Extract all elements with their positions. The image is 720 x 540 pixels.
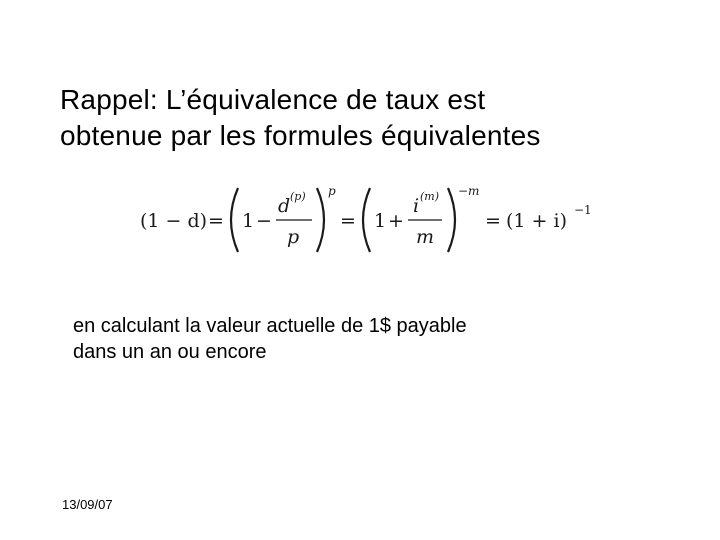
formula-svg <box>130 180 600 260</box>
formula-plus: + <box>388 210 404 232</box>
paren-open-1 <box>231 188 238 252</box>
frac2-denominator: m <box>416 226 435 248</box>
slide-body-line-1: en calculant la valeur actuelle de 1$ payable <box>73 315 467 337</box>
formula-equals-2: = <box>340 210 356 232</box>
frac1-numerator-sup: (p) <box>290 190 306 203</box>
formula-exp-3: −1 <box>574 203 592 217</box>
slide-title <box>60 82 680 154</box>
frac1-denominator: p <box>287 226 300 248</box>
paren-close-2 <box>448 188 455 252</box>
slide-date: 13/09/07 <box>62 497 113 512</box>
slide-title-line-2: obtenue par les formules équivalentes <box>60 120 541 151</box>
frac2-numerator: i <box>413 195 420 217</box>
formula-rhs: (1 + i) <box>506 210 567 232</box>
formula-one-b: 1 <box>374 210 387 232</box>
formula-one-a: 1 <box>242 210 255 232</box>
formula-equals-3: = <box>485 210 501 232</box>
slide-body-text <box>73 313 673 365</box>
frac2-numerator-sup: (m) <box>420 190 440 203</box>
frac1-numerator: d <box>278 195 291 217</box>
slide-body-line-2: dans un an ou encore <box>73 341 267 363</box>
formula-lhs: (1 − d) <box>140 210 208 232</box>
paren-close-1 <box>317 188 324 252</box>
equivalence-formula <box>130 180 600 260</box>
formula-exp-1: p <box>328 184 336 198</box>
formula-minus: − <box>256 210 272 232</box>
paren-open-2 <box>363 188 370 252</box>
formula-equals-1: = <box>208 210 224 232</box>
formula-exp-2: −m <box>458 184 480 198</box>
slide-title-line-1: Rappel: L’équivalence de taux est <box>60 84 486 115</box>
